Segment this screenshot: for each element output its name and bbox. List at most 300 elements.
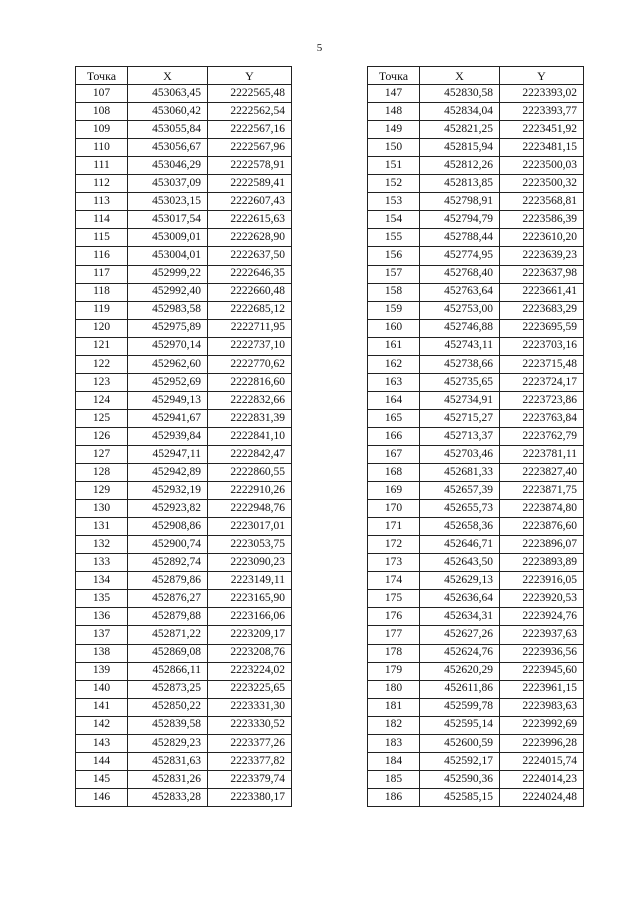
table-row bbox=[76, 518, 292, 536]
point-number-cell: 128 bbox=[76, 464, 128, 482]
x-coordinate-cell: 452658,36 bbox=[420, 518, 500, 536]
x-coordinate-cell: 452774,95 bbox=[420, 247, 500, 265]
x-coordinate-cell: 452655,73 bbox=[420, 500, 500, 518]
x-coordinate-cell: 452873,25 bbox=[128, 680, 208, 698]
point-number-cell: 122 bbox=[76, 355, 128, 373]
point-number-cell: 159 bbox=[368, 301, 420, 319]
x-coordinate-cell: 453037,09 bbox=[128, 175, 208, 193]
header-point: Точка bbox=[76, 67, 128, 85]
x-coordinate-cell: 452879,88 bbox=[128, 608, 208, 626]
header-y: Y bbox=[500, 67, 584, 85]
point-number-cell: 138 bbox=[76, 644, 128, 662]
x-coordinate-cell: 452788,44 bbox=[420, 229, 500, 247]
x-coordinate-cell: 452657,39 bbox=[420, 482, 500, 500]
point-number-cell: 147 bbox=[368, 85, 420, 103]
table-row bbox=[368, 175, 584, 193]
table-row bbox=[76, 175, 292, 193]
y-coordinate-cell: 2223936,56 bbox=[500, 644, 584, 662]
point-number-cell: 179 bbox=[368, 662, 420, 680]
x-coordinate-cell: 452592,17 bbox=[420, 752, 500, 770]
table-row bbox=[368, 193, 584, 211]
point-number-cell: 160 bbox=[368, 319, 420, 337]
x-coordinate-cell: 452941,67 bbox=[128, 409, 208, 427]
table-header-row bbox=[76, 67, 292, 85]
table-row bbox=[368, 572, 584, 590]
y-coordinate-cell: 2222578,91 bbox=[208, 157, 292, 175]
x-coordinate-cell: 453023,15 bbox=[128, 193, 208, 211]
x-coordinate-cell: 452821,25 bbox=[420, 121, 500, 139]
table-row bbox=[76, 770, 292, 788]
table-row bbox=[368, 211, 584, 229]
x-coordinate-cell: 452812,26 bbox=[420, 157, 500, 175]
table-row bbox=[76, 698, 292, 716]
x-coordinate-cell: 452869,08 bbox=[128, 644, 208, 662]
x-coordinate-cell: 452627,26 bbox=[420, 626, 500, 644]
x-coordinate-cell: 452590,36 bbox=[420, 770, 500, 788]
page-number: 5 bbox=[316, 42, 323, 54]
y-coordinate-cell: 2223924,76 bbox=[500, 608, 584, 626]
y-coordinate-cell: 2223090,23 bbox=[208, 554, 292, 572]
point-number-cell: 116 bbox=[76, 247, 128, 265]
x-coordinate-cell: 452753,00 bbox=[420, 301, 500, 319]
point-number-cell: 169 bbox=[368, 482, 420, 500]
point-number-cell: 125 bbox=[76, 409, 128, 427]
x-coordinate-cell: 453056,67 bbox=[128, 139, 208, 157]
x-coordinate-cell: 452983,58 bbox=[128, 301, 208, 319]
table-row bbox=[368, 283, 584, 301]
table-row bbox=[76, 409, 292, 427]
table-row bbox=[368, 518, 584, 536]
y-coordinate-cell: 2223996,28 bbox=[500, 734, 584, 752]
table-row bbox=[76, 445, 292, 463]
point-number-cell: 121 bbox=[76, 337, 128, 355]
y-coordinate-cell: 2222711,95 bbox=[208, 319, 292, 337]
table-row bbox=[76, 427, 292, 445]
x-coordinate-cell: 453055,84 bbox=[128, 121, 208, 139]
point-number-cell: 135 bbox=[76, 590, 128, 608]
coordinates-table-right bbox=[367, 66, 584, 807]
point-number-cell: 180 bbox=[368, 680, 420, 698]
x-coordinate-cell: 452794,79 bbox=[420, 211, 500, 229]
x-coordinate-cell: 452713,37 bbox=[420, 427, 500, 445]
table-row bbox=[76, 662, 292, 680]
x-coordinate-cell: 453017,54 bbox=[128, 211, 208, 229]
x-coordinate-cell: 452866,11 bbox=[128, 662, 208, 680]
y-coordinate-cell: 2223165,90 bbox=[208, 590, 292, 608]
point-number-cell: 112 bbox=[76, 175, 128, 193]
y-coordinate-cell: 2223377,26 bbox=[208, 734, 292, 752]
table-row bbox=[368, 590, 584, 608]
x-coordinate-cell: 452681,33 bbox=[420, 464, 500, 482]
table-row bbox=[368, 482, 584, 500]
x-coordinate-cell: 452815,94 bbox=[420, 139, 500, 157]
point-number-cell: 182 bbox=[368, 716, 420, 734]
point-number-cell: 115 bbox=[76, 229, 128, 247]
y-coordinate-cell: 2223695,59 bbox=[500, 319, 584, 337]
y-coordinate-cell: 2222646,35 bbox=[208, 265, 292, 283]
table-row bbox=[76, 482, 292, 500]
table-row bbox=[76, 644, 292, 662]
y-coordinate-cell: 2223871,75 bbox=[500, 482, 584, 500]
point-number-cell: 177 bbox=[368, 626, 420, 644]
y-coordinate-cell: 2222567,16 bbox=[208, 121, 292, 139]
point-number-cell: 117 bbox=[76, 265, 128, 283]
x-coordinate-cell: 452879,86 bbox=[128, 572, 208, 590]
x-coordinate-cell: 452798,91 bbox=[420, 193, 500, 211]
point-number-cell: 149 bbox=[368, 121, 420, 139]
table-row bbox=[368, 698, 584, 716]
x-coordinate-cell: 452939,84 bbox=[128, 427, 208, 445]
table-row bbox=[76, 193, 292, 211]
point-number-cell: 137 bbox=[76, 626, 128, 644]
y-coordinate-cell: 2223500,32 bbox=[500, 175, 584, 193]
x-coordinate-cell: 452850,22 bbox=[128, 698, 208, 716]
point-number-cell: 134 bbox=[76, 572, 128, 590]
table-row bbox=[368, 85, 584, 103]
y-coordinate-cell: 2223724,17 bbox=[500, 373, 584, 391]
x-coordinate-cell: 453004,01 bbox=[128, 247, 208, 265]
table-row bbox=[76, 590, 292, 608]
table-row bbox=[368, 139, 584, 157]
table-row bbox=[368, 265, 584, 283]
x-coordinate-cell: 452643,50 bbox=[420, 554, 500, 572]
x-coordinate-cell: 452923,82 bbox=[128, 500, 208, 518]
point-number-cell: 151 bbox=[368, 157, 420, 175]
y-coordinate-cell: 2223330,52 bbox=[208, 716, 292, 734]
table-row bbox=[368, 247, 584, 265]
table-row bbox=[76, 464, 292, 482]
point-number-cell: 183 bbox=[368, 734, 420, 752]
x-coordinate-cell: 452746,88 bbox=[420, 319, 500, 337]
point-number-cell: 175 bbox=[368, 590, 420, 608]
x-coordinate-cell: 452830,58 bbox=[420, 85, 500, 103]
x-coordinate-cell: 452599,78 bbox=[420, 698, 500, 716]
table-row bbox=[76, 500, 292, 518]
x-coordinate-cell: 452738,66 bbox=[420, 355, 500, 373]
header-x: X bbox=[128, 67, 208, 85]
x-coordinate-cell: 452900,74 bbox=[128, 536, 208, 554]
y-coordinate-cell: 2223661,41 bbox=[500, 283, 584, 301]
x-coordinate-cell: 452833,28 bbox=[128, 788, 208, 806]
y-coordinate-cell: 2223876,60 bbox=[500, 518, 584, 536]
point-number-cell: 141 bbox=[76, 698, 128, 716]
point-number-cell: 158 bbox=[368, 283, 420, 301]
y-coordinate-cell: 2223393,77 bbox=[500, 103, 584, 121]
table-row bbox=[368, 554, 584, 572]
table-row bbox=[76, 211, 292, 229]
table-row bbox=[368, 355, 584, 373]
x-coordinate-cell: 452975,89 bbox=[128, 319, 208, 337]
y-coordinate-cell: 2222660,48 bbox=[208, 283, 292, 301]
x-coordinate-cell: 452768,40 bbox=[420, 265, 500, 283]
point-number-cell: 144 bbox=[76, 752, 128, 770]
table-row bbox=[76, 716, 292, 734]
y-coordinate-cell: 2223331,30 bbox=[208, 698, 292, 716]
table-row bbox=[76, 265, 292, 283]
y-coordinate-cell: 2222816,60 bbox=[208, 373, 292, 391]
point-number-cell: 163 bbox=[368, 373, 420, 391]
y-coordinate-cell: 2222737,10 bbox=[208, 337, 292, 355]
point-number-cell: 153 bbox=[368, 193, 420, 211]
x-coordinate-cell: 452715,27 bbox=[420, 409, 500, 427]
point-number-cell: 118 bbox=[76, 283, 128, 301]
point-number-cell: 131 bbox=[76, 518, 128, 536]
point-number-cell: 152 bbox=[368, 175, 420, 193]
point-number-cell: 111 bbox=[76, 157, 128, 175]
y-coordinate-cell: 2222770,62 bbox=[208, 355, 292, 373]
point-number-cell: 148 bbox=[368, 103, 420, 121]
table-row bbox=[76, 554, 292, 572]
y-coordinate-cell: 2222832,66 bbox=[208, 391, 292, 409]
table-row bbox=[368, 644, 584, 662]
y-coordinate-cell: 2222910,26 bbox=[208, 482, 292, 500]
x-coordinate-cell: 452763,64 bbox=[420, 283, 500, 301]
y-coordinate-cell: 2222562,54 bbox=[208, 103, 292, 121]
y-coordinate-cell: 2223961,15 bbox=[500, 680, 584, 698]
table-row bbox=[76, 157, 292, 175]
table-row bbox=[368, 536, 584, 554]
point-number-cell: 132 bbox=[76, 536, 128, 554]
table-row bbox=[368, 500, 584, 518]
table-row bbox=[76, 247, 292, 265]
x-coordinate-cell: 452970,14 bbox=[128, 337, 208, 355]
table-row bbox=[368, 391, 584, 409]
x-coordinate-cell: 452876,27 bbox=[128, 590, 208, 608]
point-number-cell: 140 bbox=[76, 680, 128, 698]
x-coordinate-cell: 452992,40 bbox=[128, 283, 208, 301]
x-coordinate-cell: 452600,59 bbox=[420, 734, 500, 752]
point-number-cell: 185 bbox=[368, 770, 420, 788]
point-number-cell: 136 bbox=[76, 608, 128, 626]
y-coordinate-cell: 2222842,47 bbox=[208, 445, 292, 463]
table-row bbox=[368, 626, 584, 644]
x-coordinate-cell: 452839,58 bbox=[128, 716, 208, 734]
y-coordinate-cell: 2222860,55 bbox=[208, 464, 292, 482]
point-number-cell: 145 bbox=[76, 770, 128, 788]
y-coordinate-cell: 2223481,15 bbox=[500, 139, 584, 157]
y-coordinate-cell: 2223377,82 bbox=[208, 752, 292, 770]
x-coordinate-cell: 452949,13 bbox=[128, 391, 208, 409]
table-row bbox=[76, 139, 292, 157]
point-number-cell: 139 bbox=[76, 662, 128, 680]
x-coordinate-cell: 452813,85 bbox=[420, 175, 500, 193]
y-coordinate-cell: 2223763,84 bbox=[500, 409, 584, 427]
point-number-cell: 172 bbox=[368, 536, 420, 554]
x-coordinate-cell: 452611,86 bbox=[420, 680, 500, 698]
point-number-cell: 143 bbox=[76, 734, 128, 752]
point-number-cell: 167 bbox=[368, 445, 420, 463]
x-coordinate-cell: 452703,46 bbox=[420, 445, 500, 463]
table-row bbox=[76, 373, 292, 391]
table-row bbox=[76, 301, 292, 319]
point-number-cell: 120 bbox=[76, 319, 128, 337]
y-coordinate-cell: 2223379,74 bbox=[208, 770, 292, 788]
point-number-cell: 176 bbox=[368, 608, 420, 626]
y-coordinate-cell: 2222589,41 bbox=[208, 175, 292, 193]
table-row bbox=[76, 752, 292, 770]
table-row bbox=[76, 680, 292, 698]
x-coordinate-cell: 452629,13 bbox=[420, 572, 500, 590]
y-coordinate-cell: 2223715,48 bbox=[500, 355, 584, 373]
point-number-cell: 114 bbox=[76, 211, 128, 229]
y-coordinate-cell: 2222637,50 bbox=[208, 247, 292, 265]
y-coordinate-cell: 2223992,69 bbox=[500, 716, 584, 734]
y-coordinate-cell: 2222565,48 bbox=[208, 85, 292, 103]
y-coordinate-cell: 2222831,39 bbox=[208, 409, 292, 427]
table-row bbox=[368, 301, 584, 319]
x-coordinate-cell: 452952,69 bbox=[128, 373, 208, 391]
table-row bbox=[76, 788, 292, 806]
table-row bbox=[368, 752, 584, 770]
y-coordinate-cell: 2223053,75 bbox=[208, 536, 292, 554]
x-coordinate-cell: 452585,15 bbox=[420, 788, 500, 806]
table-row bbox=[368, 464, 584, 482]
header-y: Y bbox=[208, 67, 292, 85]
x-coordinate-cell: 452634,31 bbox=[420, 608, 500, 626]
point-number-cell: 156 bbox=[368, 247, 420, 265]
y-coordinate-cell: 2223945,60 bbox=[500, 662, 584, 680]
table-row bbox=[368, 121, 584, 139]
x-coordinate-cell: 452595,14 bbox=[420, 716, 500, 734]
y-coordinate-cell: 2223683,29 bbox=[500, 301, 584, 319]
x-coordinate-cell: 452892,74 bbox=[128, 554, 208, 572]
y-coordinate-cell: 2223380,17 bbox=[208, 788, 292, 806]
y-coordinate-cell: 2223568,81 bbox=[500, 193, 584, 211]
table-row bbox=[76, 283, 292, 301]
y-coordinate-cell: 2223500,03 bbox=[500, 157, 584, 175]
x-coordinate-cell: 452624,76 bbox=[420, 644, 500, 662]
y-coordinate-cell: 2223637,98 bbox=[500, 265, 584, 283]
point-number-cell: 133 bbox=[76, 554, 128, 572]
x-coordinate-cell: 452834,04 bbox=[420, 103, 500, 121]
point-number-cell: 178 bbox=[368, 644, 420, 662]
table-row bbox=[368, 373, 584, 391]
table-row bbox=[76, 391, 292, 409]
table-row bbox=[368, 662, 584, 680]
y-coordinate-cell: 2223762,79 bbox=[500, 427, 584, 445]
y-coordinate-cell: 2223166,06 bbox=[208, 608, 292, 626]
table-row bbox=[76, 319, 292, 337]
point-number-cell: 165 bbox=[368, 409, 420, 427]
table-row bbox=[368, 734, 584, 752]
point-number-cell: 186 bbox=[368, 788, 420, 806]
table-row bbox=[76, 572, 292, 590]
y-coordinate-cell: 2223920,53 bbox=[500, 590, 584, 608]
x-coordinate-cell: 453060,42 bbox=[128, 103, 208, 121]
point-number-cell: 166 bbox=[368, 427, 420, 445]
point-number-cell: 154 bbox=[368, 211, 420, 229]
y-coordinate-cell: 2223937,63 bbox=[500, 626, 584, 644]
x-coordinate-cell: 452831,26 bbox=[128, 770, 208, 788]
x-coordinate-cell: 452932,19 bbox=[128, 482, 208, 500]
x-coordinate-cell: 452829,23 bbox=[128, 734, 208, 752]
x-coordinate-cell: 452636,64 bbox=[420, 590, 500, 608]
header-point: Точка bbox=[368, 67, 420, 85]
y-coordinate-cell: 2223610,20 bbox=[500, 229, 584, 247]
x-coordinate-cell: 452620,29 bbox=[420, 662, 500, 680]
y-coordinate-cell: 2223983,63 bbox=[500, 698, 584, 716]
table-row bbox=[76, 337, 292, 355]
point-number-cell: 181 bbox=[368, 698, 420, 716]
y-coordinate-cell: 2223703,16 bbox=[500, 337, 584, 355]
x-coordinate-cell: 452942,89 bbox=[128, 464, 208, 482]
x-coordinate-cell: 452871,22 bbox=[128, 626, 208, 644]
table-row bbox=[76, 103, 292, 121]
point-number-cell: 142 bbox=[76, 716, 128, 734]
table-header-row bbox=[368, 67, 584, 85]
table-row bbox=[368, 788, 584, 806]
x-coordinate-cell: 453046,29 bbox=[128, 157, 208, 175]
point-number-cell: 119 bbox=[76, 301, 128, 319]
y-coordinate-cell: 2223586,39 bbox=[500, 211, 584, 229]
y-coordinate-cell: 2223639,23 bbox=[500, 247, 584, 265]
table-row bbox=[368, 716, 584, 734]
point-number-cell: 124 bbox=[76, 391, 128, 409]
point-number-cell: 184 bbox=[368, 752, 420, 770]
y-coordinate-cell: 2222841,10 bbox=[208, 427, 292, 445]
x-coordinate-cell: 452735,65 bbox=[420, 373, 500, 391]
point-number-cell: 168 bbox=[368, 464, 420, 482]
point-number-cell: 171 bbox=[368, 518, 420, 536]
point-number-cell: 150 bbox=[368, 139, 420, 157]
y-coordinate-cell: 2222615,63 bbox=[208, 211, 292, 229]
x-coordinate-cell: 452999,22 bbox=[128, 265, 208, 283]
point-number-cell: 174 bbox=[368, 572, 420, 590]
x-coordinate-cell: 452646,71 bbox=[420, 536, 500, 554]
point-number-cell: 155 bbox=[368, 229, 420, 247]
y-coordinate-cell: 2222607,43 bbox=[208, 193, 292, 211]
y-coordinate-cell: 2223149,11 bbox=[208, 572, 292, 590]
y-coordinate-cell: 2223224,02 bbox=[208, 662, 292, 680]
y-coordinate-cell: 2222628,90 bbox=[208, 229, 292, 247]
point-number-cell: 164 bbox=[368, 391, 420, 409]
point-number-cell: 113 bbox=[76, 193, 128, 211]
y-coordinate-cell: 2223874,80 bbox=[500, 500, 584, 518]
point-number-cell: 126 bbox=[76, 427, 128, 445]
y-coordinate-cell: 2222685,12 bbox=[208, 301, 292, 319]
table-row bbox=[368, 409, 584, 427]
y-coordinate-cell: 2223896,07 bbox=[500, 536, 584, 554]
x-coordinate-cell: 453063,45 bbox=[128, 85, 208, 103]
y-coordinate-cell: 2223209,17 bbox=[208, 626, 292, 644]
y-coordinate-cell: 2223827,40 bbox=[500, 464, 584, 482]
point-number-cell: 173 bbox=[368, 554, 420, 572]
point-number-cell: 110 bbox=[76, 139, 128, 157]
x-coordinate-cell: 452962,60 bbox=[128, 355, 208, 373]
x-coordinate-cell: 452947,11 bbox=[128, 445, 208, 463]
x-coordinate-cell: 452831,63 bbox=[128, 752, 208, 770]
table-row bbox=[76, 626, 292, 644]
table-row bbox=[76, 229, 292, 247]
table-row bbox=[368, 157, 584, 175]
table-row bbox=[368, 229, 584, 247]
point-number-cell: 146 bbox=[76, 788, 128, 806]
point-number-cell: 123 bbox=[76, 373, 128, 391]
point-number-cell: 161 bbox=[368, 337, 420, 355]
table-row bbox=[368, 337, 584, 355]
point-number-cell: 108 bbox=[76, 103, 128, 121]
y-coordinate-cell: 2223916,05 bbox=[500, 572, 584, 590]
y-coordinate-cell: 2223451,92 bbox=[500, 121, 584, 139]
y-coordinate-cell: 2223017,01 bbox=[208, 518, 292, 536]
table-row bbox=[368, 427, 584, 445]
table-row bbox=[76, 608, 292, 626]
y-coordinate-cell: 2223893,89 bbox=[500, 554, 584, 572]
table-row bbox=[76, 536, 292, 554]
table-row bbox=[368, 445, 584, 463]
point-number-cell: 170 bbox=[368, 500, 420, 518]
y-coordinate-cell: 2223208,76 bbox=[208, 644, 292, 662]
